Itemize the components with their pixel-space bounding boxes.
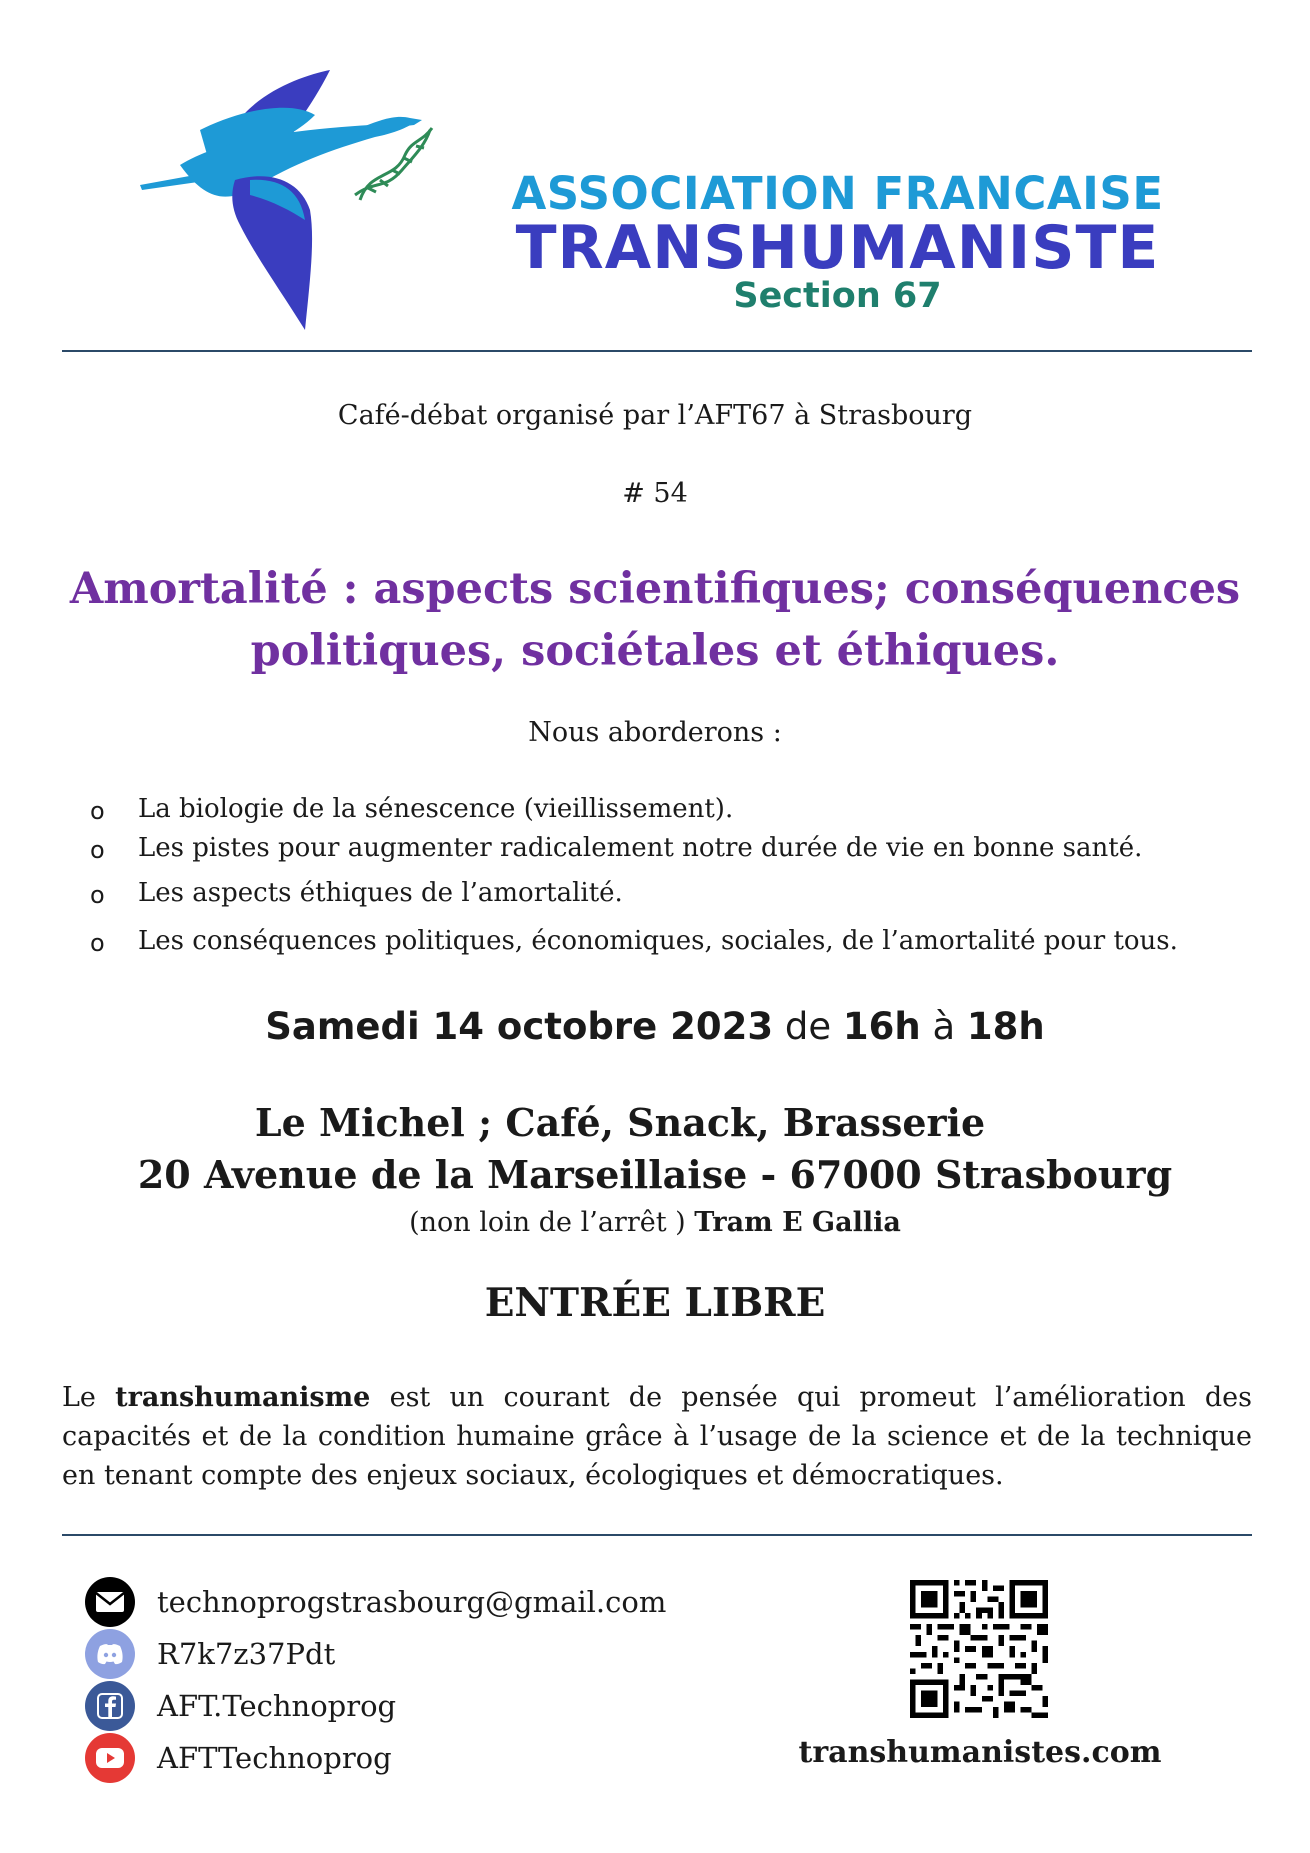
event-title (0, 558, 1310, 682)
bullet-icon: o (90, 881, 105, 909)
facebook-page[interactable]: AFT.Technoprog (157, 1689, 397, 1723)
event-title-line2: politiques, sociétales et éthiques. (250, 626, 1060, 676)
facebook-icon (85, 1681, 135, 1731)
venue-address: 20 Avenue de la Marseillaise - 67000 Strasbourg (137, 1152, 1173, 1197)
contact-discord[interactable] (85, 1629, 335, 1679)
org-name-line2: TRANSHUMANISTE (515, 213, 1160, 283)
website-link[interactable]: transhumanistes.com (798, 1735, 1162, 1770)
venue-name: Le Michel ; Café, Snack, Brasserie (254, 1100, 986, 1145)
venue-note: (non loin de l’arrêt ) Tram E Gallia (409, 1207, 901, 1238)
org-name-line1: ASSOCIATION FRANCAISE (511, 167, 1164, 220)
keyword: transhumanisme (115, 1382, 371, 1413)
event-issue-number: # 54 (622, 478, 688, 509)
bullet-icon: o (90, 797, 105, 825)
event-start-time: 16h (842, 1005, 921, 1048)
email-icon (85, 1577, 135, 1627)
youtube-icon (85, 1733, 135, 1783)
topics-list (90, 790, 1270, 961)
logo-bird-icon (140, 70, 510, 335)
tram-stop: Tram E Gallia (694, 1207, 901, 1238)
topics-lead: Nous aborderons : (528, 717, 782, 748)
header-divider (62, 350, 1252, 352)
list-item: o Les conséquences politiques, économiques, sociales, de l’amortalité pour tous. (90, 922, 1270, 961)
bullet-icon: o (90, 929, 105, 957)
entry-free: ENTRÉE LIBRE (484, 1280, 826, 1326)
event-title-line1: Amortalité : aspects scientifiques; conséquences (69, 564, 1241, 614)
list-item: o Les pistes pour augmenter radicalement notre durée de vie en bonne santé. (90, 829, 1270, 868)
bullet-icon: o (90, 836, 105, 864)
youtube-channel[interactable]: AFTTechnoprog (157, 1741, 392, 1775)
event-date: Samedi 14 octobre 2023 de 16h à 18h (265, 1005, 1045, 1048)
qr-code-icon[interactable] (910, 1580, 1048, 1718)
contact-email[interactable] (85, 1577, 666, 1627)
discord-code[interactable]: R7k7z37Pdt (157, 1637, 336, 1671)
list-item: o Les aspects éthiques de l’amortalité. (90, 874, 1270, 913)
event-intro: Café-débat organisé par l’AFT67 à Strasbourg (337, 400, 973, 431)
event-day: Samedi 14 octobre 2023 (265, 1005, 774, 1048)
footer-divider (62, 1534, 1252, 1536)
contact-youtube[interactable] (85, 1733, 392, 1783)
event-end-time: 18h (966, 1005, 1045, 1048)
contact-facebook[interactable] (85, 1681, 396, 1731)
transhumanism-description: Le transhumanisme est un courant de pensée qui promeut l’amélioration des capacités et de la condition humaine grâce à l’usage de la science et de la technique en tenant compte des enjeux sociaux, écologiques et démocratiques. (62, 1382, 1252, 1491)
discord-icon (85, 1629, 135, 1679)
org-section: Section 67 (733, 276, 942, 316)
list-item: o La biologie de la sénescence (vieillissement). (90, 790, 1270, 829)
email-address[interactable]: technoprogstrasbourg@gmail.com (157, 1585, 667, 1619)
